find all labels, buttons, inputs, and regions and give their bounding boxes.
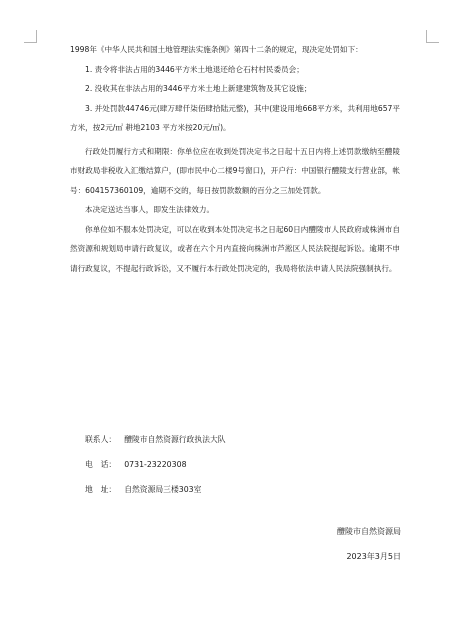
signature-org: 醴陵市自然资源局	[337, 527, 401, 536]
crop-mark-top-right	[426, 30, 439, 43]
contact-unit-line	[85, 433, 226, 446]
contact-address-value: 自然资源局三楼303室	[124, 485, 202, 494]
contact-address-label: 地 址：	[85, 485, 117, 494]
contact-phone-line	[85, 458, 187, 471]
contact-phone-label: 电 话：	[85, 460, 117, 469]
contact-phone-value: 0731-23220308	[124, 460, 187, 469]
paragraph-effect: 本决定送达当事人，即发生法律效力。	[85, 205, 215, 214]
paragraph-item-2: 2. 没收其在非法占用的3446平方米土地上新建建筑物及其它设施；	[85, 84, 312, 93]
crop-mark-top-left	[24, 30, 37, 43]
contact-unit-value: 醴陵市自然资源行政执法大队	[124, 435, 226, 444]
document-body	[70, 40, 400, 278]
signature-date: 2023年3月5日	[346, 552, 401, 561]
paragraph-intro: 1998年《中华人民共和国土地管理法实施条例》第四十二条的规定，现决定处罚如下：	[70, 45, 363, 54]
paragraph-item-1: 1. 责令将非法占用的3446平方米土地退还给仑石村村民委员会；	[85, 64, 304, 74]
paragraph-item-3: 3. 并处罚款44746元(肆万肆仟柒佰肆拾陆元整)，其中(建设用地668平方米，共利用地657平方米，按2元/㎡ 耕地2103 平方米按20元/㎡)。	[70, 103, 400, 132]
paragraph-payment: 行政处罚履行方式和期限：你单位应在收到处罚决定书之日起十五日内将上述罚款缴纳至醴陵市财政局非税收入汇缴结算户，(即市民中心二楼9号窗口)，开户行：中国银行醴陵支行营业部，帐号：604157360109，逾期不交的，每日按罚款数额的百分之三加处罚款。	[70, 146, 400, 195]
paragraph-appeal: 你单位如不服本处罚决定，可以在收到本处罚决定书之日起60日内醴陵市人民政府或株洲市自然资源和规划局申请行政复议，或者在六个月内直接向株洲市芦淞区人民法院提起诉讼。逾期不申请行政复议，不提起行政诉讼，又不履行本行政处罚决定的，我局将依法申请人民法院强制执行。	[70, 224, 400, 273]
contact-unit-label: 联系人：	[85, 435, 117, 444]
contact-address-line	[85, 483, 201, 496]
